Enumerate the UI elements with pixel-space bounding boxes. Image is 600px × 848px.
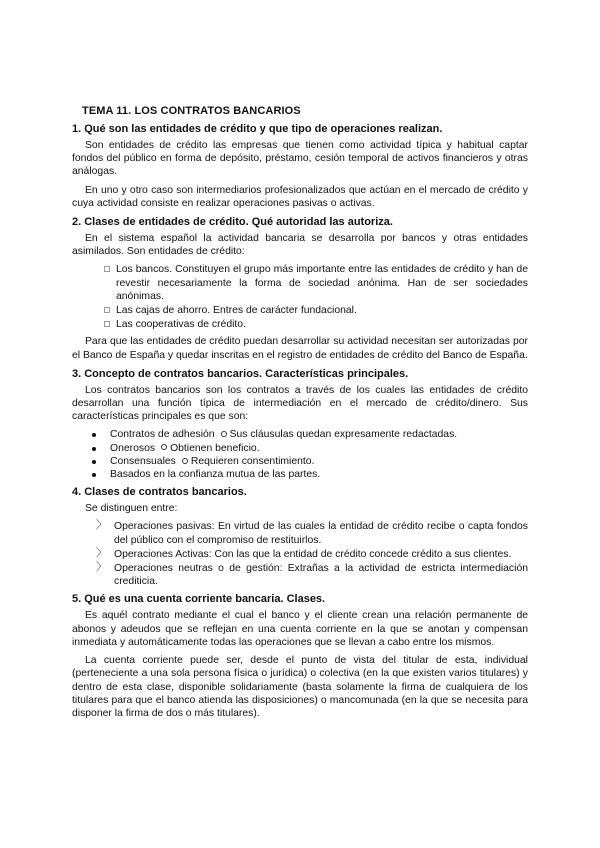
list-item-text: Operaciones Activas: Con las que la entidad de crédito concede crédito a sus clientes. [114, 548, 512, 560]
bullet-icon [92, 473, 96, 477]
section-5-paragraph-2: La cuenta corriente puede ser, desde el punto de vista del titular de esta, individual (perteneciente a una sola persona física o jurídica) o colectiva (en la que existen varios titulares) y dentro de esta clase, disponible solidariamente (basta solamente la firma de cualquiera de los titulares para que el banco atienda las disposiciones) o mancomunada (en la que se necesita para disponer la firma de dos o más titulares). [72, 655, 528, 719]
list-item-term: Contratos de adhesión [110, 429, 215, 441]
section-3-heading: 3. Concepto de contratos bancarios. Características principales. [72, 367, 409, 380]
list-item [72, 442, 528, 455]
list-item [72, 304, 528, 317]
section-2 [72, 215, 528, 362]
chevron-right-icon: 〉 [96, 561, 107, 574]
bullet-icon [92, 460, 96, 464]
section-2-heading: 2. Clases de entidades de crédito. Qué autoridad las autoriza. [72, 216, 393, 229]
list-item-text: Operaciones neutras o de gestión: Extrañas a la actividad de estricta intermediación crediticia. [114, 563, 528, 588]
list-item [72, 548, 528, 561]
section-1-paragraph-2: En uno y otro caso son intermediarios profesionalizados que actúan en el mercado de crédito y cuya actividad consiste en realizar operaciones pasivas o activas. [72, 184, 528, 209]
circle-bullet-icon [182, 458, 188, 464]
chevron-right-icon: 〉 [96, 546, 107, 559]
list-item-term: Consensuales [110, 455, 176, 467]
circle-bullet-icon [221, 431, 227, 437]
section-3-paragraph-1: Los contratos bancarios son los contratos a través de los cuales las entidades de crédito desarrollan una función típica de intermediación en el mercado de crédito/dinero. Sus características principales es que son: [72, 384, 528, 423]
list-item [72, 562, 528, 588]
list-item-text: Las cajas de ahorro. Entres de carácter fundacional. [116, 305, 357, 317]
section-1-heading: 1. Qué son las entidades de crédito y que tipo de operaciones realizan. [72, 123, 443, 135]
checkbox-square-icon [104, 307, 110, 313]
list-item-term: Onerosos [110, 442, 156, 454]
list-item [72, 468, 528, 481]
section-2-paragraph-2: Para que las entidades de crédito puedan desarrollar su actividad necesitan ser autorizadas por el Banco de España y quedar inscritas en el registro de entidades de crédito del Banco de España. [72, 336, 528, 361]
section-3 [72, 367, 528, 481]
credit-entities-list [72, 263, 528, 331]
section-1 [72, 122, 528, 210]
document-title: TEMA 11. LOS CONTRATOS BANCARIOS [82, 105, 301, 117]
section-2-paragraph-1: En el sistema español la actividad bancaria se desarrolla por bancos y otras entidades asimilados. Son entidades de crédito: [72, 233, 528, 258]
contract-classes-list [72, 520, 528, 588]
list-item [72, 263, 528, 303]
section-4-intro: Se distinguen entre: [85, 503, 178, 515]
checkbox-square-icon [104, 321, 110, 327]
list-item-text: Las cooperativas de crédito. [116, 319, 246, 331]
bullet-icon [92, 447, 96, 451]
list-item-desc: Requieren consentimiento. [190, 455, 315, 467]
list-item-text: Los bancos. Constituyen el grupo más importante entre las entidades de crédito y han de revestir necesariamente la forma de sociedad anónima. Han de ser sociedades anónimas. [116, 264, 528, 302]
section-4-heading: 4. Clases de contratos bancarios. [72, 486, 247, 499]
chevron-right-icon: 〉 [96, 519, 107, 532]
list-item-term: Basados en la confianza mutua de las partes. [110, 469, 321, 481]
section-5-paragraph-1: Es aquél contrato mediante el cual el banco y el cliente crean una relación permanente de abonos y adeudos que se reflejan en una cuenta corriente en la que se anotan y compensan inmediata y automáticamente todas las operaciones que se llevan a cabo entre los mismos. [72, 610, 528, 648]
section-5-heading: 5. Qué es una cuenta corriente bancaria. Clases. [72, 593, 326, 606]
list-item-text: Operaciones pasivas: En virtud de las cuales la entidad de crédito recibe o capta fondos del público con el compromiso de restituirlos. [114, 521, 528, 546]
list-item [72, 455, 528, 468]
section-5 [72, 592, 528, 720]
list-item-desc: Sus cláusulas quedan expresamente redactadas. [229, 429, 458, 441]
circle-bullet-icon [161, 444, 167, 450]
bullet-icon [92, 433, 96, 437]
characteristics-list [72, 428, 528, 481]
list-item [72, 318, 528, 331]
section-1-paragraph-1: Son entidades de crédito las empresas que tienen como actividad típica y habitual captar fondos del público en forma de depósito, préstamo, cesión temporal de activos financieros y otras análogas. [72, 140, 528, 178]
list-item [72, 520, 528, 546]
section-4 [72, 485, 528, 588]
list-item-desc: Obtienen beneficio. [170, 442, 260, 454]
checkbox-square-icon [104, 266, 110, 272]
list-item [72, 428, 528, 441]
